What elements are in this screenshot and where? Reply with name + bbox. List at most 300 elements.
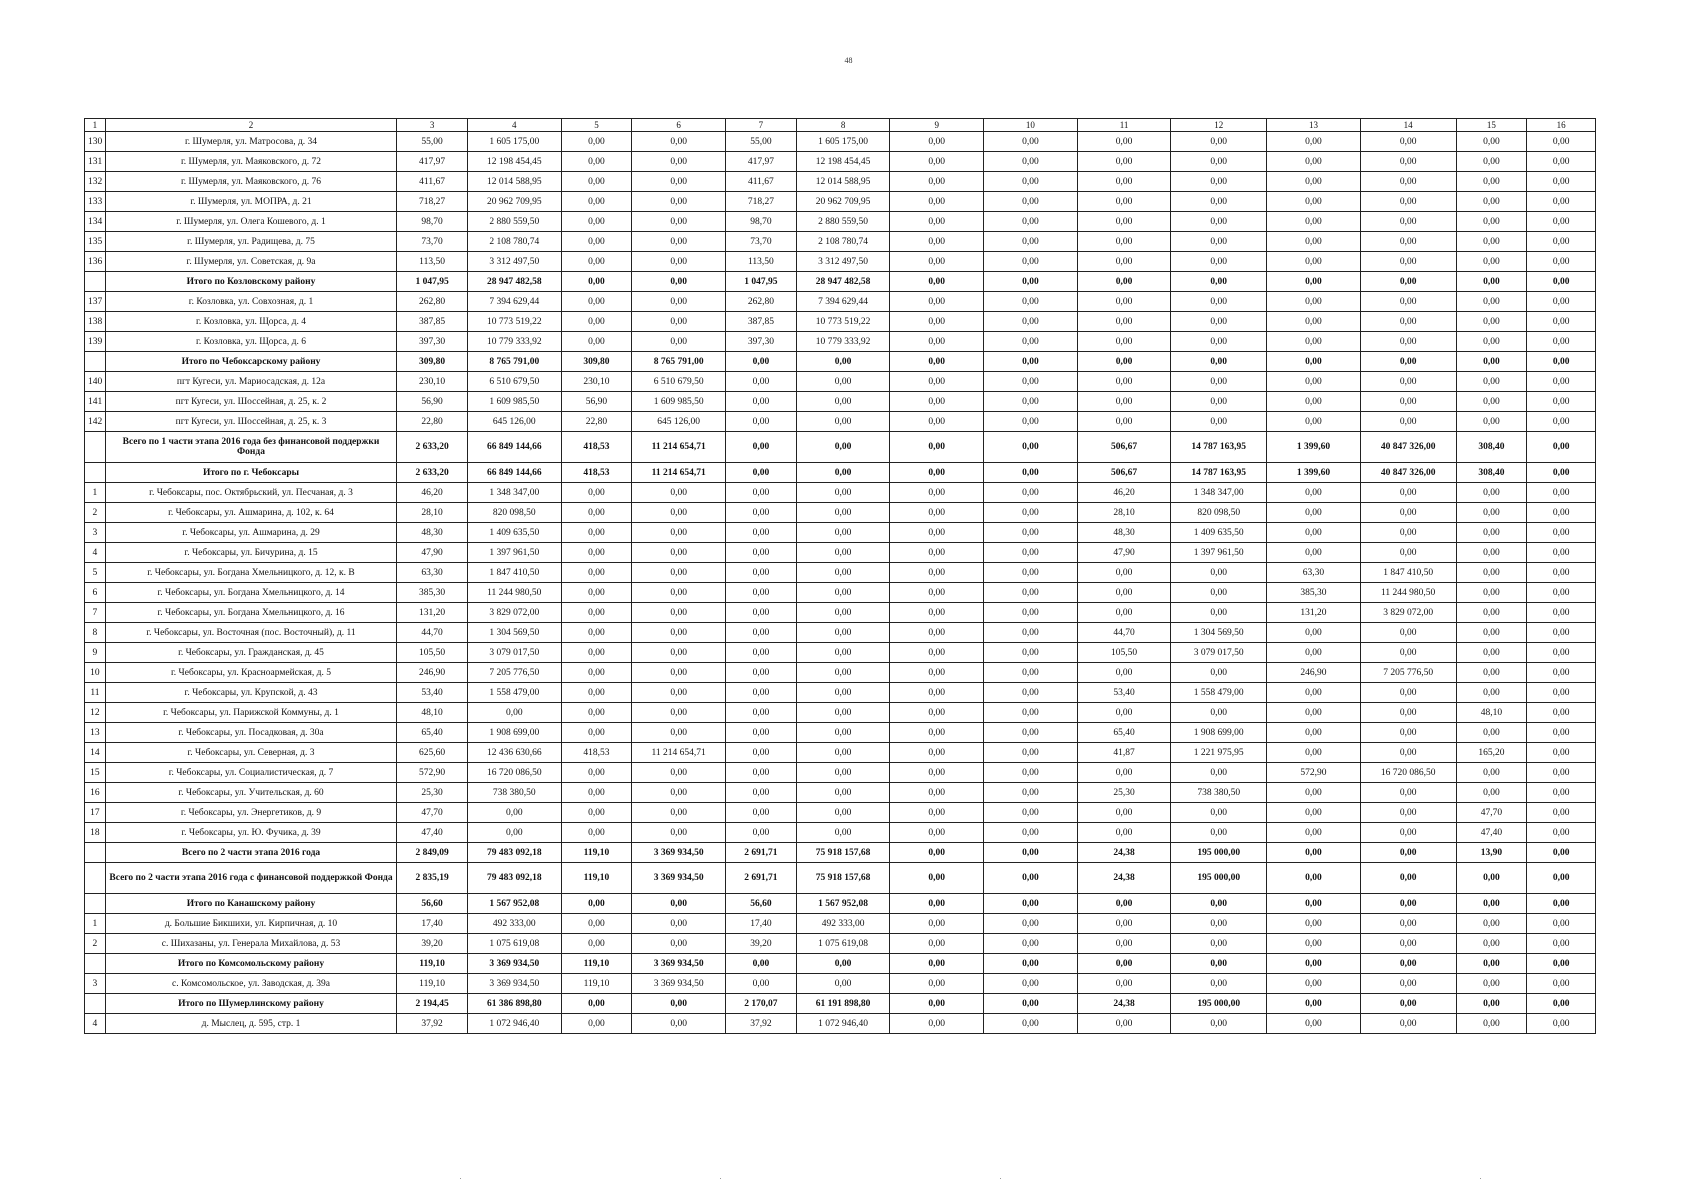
total-row xyxy=(85,863,1596,894)
value-cell: 0,00 xyxy=(1077,914,1171,934)
table-row xyxy=(85,503,1596,523)
value-cell: 0,00 xyxy=(1527,463,1596,483)
value-cell: 0,00 xyxy=(796,623,890,643)
value-cell: 0,00 xyxy=(1077,152,1171,172)
value-cell: 506,67 xyxy=(1077,463,1171,483)
value-cell: 0,00 xyxy=(632,132,726,152)
value-cell: 0,00 xyxy=(1267,523,1361,543)
row-number: 3 xyxy=(85,974,106,994)
row-number: 4 xyxy=(85,1014,106,1034)
value-cell: 53,40 xyxy=(397,683,468,703)
value-cell: 0,00 xyxy=(726,603,797,623)
value-cell: 0,00 xyxy=(561,563,632,583)
value-cell: 2 835,19 xyxy=(397,863,468,894)
value-cell: 0,00 xyxy=(726,643,797,663)
value-cell: 0,00 xyxy=(1527,232,1596,252)
table-row xyxy=(85,292,1596,312)
address-cell: г. Чебоксары, ул. Ашмарина, д. 102, к. 64 xyxy=(105,503,396,523)
value-cell: 0,00 xyxy=(1267,503,1361,523)
value-cell: 0,00 xyxy=(632,292,726,312)
value-cell: 0,00 xyxy=(1077,192,1171,212)
value-cell: 0,00 xyxy=(1171,192,1267,212)
value-cell: 0,00 xyxy=(561,332,632,352)
address-cell: Всего по 2 части этапа 2016 года xyxy=(105,843,396,863)
row-number: 14 xyxy=(85,743,106,763)
value-cell: 0,00 xyxy=(632,723,726,743)
value-cell: 0,00 xyxy=(561,583,632,603)
value-cell: 0,00 xyxy=(890,703,984,723)
value-cell: 0,00 xyxy=(1360,392,1456,412)
value-cell: 0,00 xyxy=(561,483,632,503)
value-cell: 0,00 xyxy=(796,703,890,723)
value-cell: 0,00 xyxy=(984,823,1078,843)
value-cell: 0,00 xyxy=(984,723,1078,743)
value-cell: 24,38 xyxy=(1077,843,1171,863)
row-number: 18 xyxy=(85,823,106,843)
row-number: 131 xyxy=(85,152,106,172)
value-cell: 0,00 xyxy=(984,603,1078,623)
table-row xyxy=(85,823,1596,843)
value-cell: 0,00 xyxy=(632,803,726,823)
value-cell: 0,00 xyxy=(890,743,984,763)
value-cell: 0,00 xyxy=(984,763,1078,783)
value-cell: 0,00 xyxy=(796,823,890,843)
column-header: 4 xyxy=(467,119,561,132)
value-cell: 0,00 xyxy=(1527,914,1596,934)
value-cell: 0,00 xyxy=(890,763,984,783)
value-cell: 0,00 xyxy=(726,823,797,843)
value-cell: 16 720 086,50 xyxy=(467,763,561,783)
value-cell: 1 397 961,50 xyxy=(1171,543,1267,563)
value-cell: 0,00 xyxy=(1527,172,1596,192)
value-cell: 3 369 934,50 xyxy=(632,974,726,994)
table-body xyxy=(85,132,1596,1034)
address-cell: г. Козловка, ул. Совхозная, д. 1 xyxy=(105,292,396,312)
value-cell: 0,00 xyxy=(890,803,984,823)
value-cell: 0,00 xyxy=(890,583,984,603)
value-cell: 0,00 xyxy=(796,974,890,994)
value-cell: 0,00 xyxy=(1456,523,1527,543)
value-cell: 0,00 xyxy=(890,372,984,392)
value-cell: 47,40 xyxy=(397,823,468,843)
value-cell: 0,00 xyxy=(984,503,1078,523)
value-cell: 1 558 479,00 xyxy=(1171,683,1267,703)
value-cell: 0,00 xyxy=(1077,252,1171,272)
value-cell: 12 014 588,95 xyxy=(796,172,890,192)
value-cell: 0,00 xyxy=(1456,763,1527,783)
value-cell: 0,00 xyxy=(1456,623,1527,643)
value-cell: 0,00 xyxy=(1456,603,1527,623)
value-cell: 0,00 xyxy=(1360,312,1456,332)
value-cell: 0,00 xyxy=(1527,683,1596,703)
value-cell: 0,00 xyxy=(984,894,1078,914)
value-cell: 0,00 xyxy=(1077,352,1171,372)
value-cell: 0,00 xyxy=(632,252,726,272)
value-cell: 0,00 xyxy=(1171,252,1267,272)
value-cell: 0,00 xyxy=(1267,954,1361,974)
value-cell: 0,00 xyxy=(467,823,561,843)
value-cell: 0,00 xyxy=(984,132,1078,152)
value-cell: 0,00 xyxy=(796,372,890,392)
value-cell: 0,00 xyxy=(1267,823,1361,843)
value-cell: 0,00 xyxy=(561,292,632,312)
value-cell: 0,00 xyxy=(796,743,890,763)
value-cell: 63,30 xyxy=(397,563,468,583)
value-cell: 0,00 xyxy=(796,412,890,432)
value-cell: 0,00 xyxy=(890,723,984,743)
value-cell: 0,00 xyxy=(890,663,984,683)
value-cell: 0,00 xyxy=(1360,232,1456,252)
value-cell: 0,00 xyxy=(1360,703,1456,723)
value-cell: 17,40 xyxy=(726,914,797,934)
value-cell: 28 947 482,58 xyxy=(467,272,561,292)
value-cell: 0,00 xyxy=(726,803,797,823)
table-row xyxy=(85,1014,1596,1034)
value-cell: 10 773 519,22 xyxy=(796,312,890,332)
value-cell: 0,00 xyxy=(984,232,1078,252)
value-cell: 0,00 xyxy=(726,763,797,783)
value-cell: 0,00 xyxy=(1456,954,1527,974)
value-cell: 0,00 xyxy=(561,192,632,212)
column-header: 13 xyxy=(1267,119,1361,132)
value-cell: 0,00 xyxy=(1456,312,1527,332)
value-cell: 3 369 934,50 xyxy=(632,863,726,894)
value-cell: 105,50 xyxy=(1077,643,1171,663)
row-number xyxy=(85,463,106,483)
row-number xyxy=(85,894,106,914)
table-row xyxy=(85,603,1596,623)
value-cell: 0,00 xyxy=(1360,372,1456,392)
value-cell: 0,00 xyxy=(1527,783,1596,803)
value-cell: 0,00 xyxy=(1360,863,1456,894)
value-cell: 0,00 xyxy=(1360,683,1456,703)
table-row xyxy=(85,372,1596,392)
value-cell: 61 386 898,80 xyxy=(467,994,561,1014)
value-cell: 56,60 xyxy=(726,894,797,914)
value-cell: 0,00 xyxy=(561,723,632,743)
value-cell: 0,00 xyxy=(1527,432,1596,463)
column-header: 12 xyxy=(1171,119,1267,132)
value-cell: 0,00 xyxy=(984,843,1078,863)
address-cell: г. Чебоксары, ул. Северная, д. 3 xyxy=(105,743,396,763)
value-cell: 3 369 934,50 xyxy=(467,954,561,974)
value-cell: 0,00 xyxy=(984,583,1078,603)
value-cell: 0,00 xyxy=(632,272,726,292)
row-number xyxy=(85,954,106,974)
row-number: 16 xyxy=(85,783,106,803)
value-cell: 0,00 xyxy=(1077,663,1171,683)
column-number-row xyxy=(85,119,1596,132)
value-cell: 0,00 xyxy=(561,1014,632,1034)
address-cell: д. Большие Бикшихи, ул. Кирпичная, д. 10 xyxy=(105,914,396,934)
value-cell: 1 399,60 xyxy=(1267,432,1361,463)
value-cell: 820 098,50 xyxy=(1171,503,1267,523)
value-cell: 0,00 xyxy=(632,503,726,523)
column-header: 9 xyxy=(890,119,984,132)
value-cell: 0,00 xyxy=(1267,132,1361,152)
value-cell: 7 394 629,44 xyxy=(796,292,890,312)
value-cell: 46,20 xyxy=(1077,483,1171,503)
value-cell: 0,00 xyxy=(1527,312,1596,332)
value-cell: 0,00 xyxy=(796,432,890,463)
value-cell: 0,00 xyxy=(1171,934,1267,954)
address-cell: г. Чебоксары, ул. Богдана Хмельницкого, д. 16 xyxy=(105,603,396,623)
scan-mark xyxy=(460,1178,461,1179)
value-cell: 0,00 xyxy=(1360,954,1456,974)
row-number: 1 xyxy=(85,483,106,503)
address-cell: с. Комсомольское, ул. Заводская, д. 39а xyxy=(105,974,396,994)
value-cell: 47,70 xyxy=(1456,803,1527,823)
table-row xyxy=(85,332,1596,352)
value-cell: 39,20 xyxy=(726,934,797,954)
value-cell: 0,00 xyxy=(1171,232,1267,252)
value-cell: 0,00 xyxy=(1360,412,1456,432)
value-cell: 262,80 xyxy=(726,292,797,312)
value-cell: 0,00 xyxy=(561,132,632,152)
column-header: 15 xyxy=(1456,119,1527,132)
value-cell: 0,00 xyxy=(1171,894,1267,914)
row-number: 11 xyxy=(85,683,106,703)
value-cell: 28,10 xyxy=(397,503,468,523)
value-cell: 492 333,00 xyxy=(467,914,561,934)
value-cell: 0,00 xyxy=(1267,232,1361,252)
value-cell: 0,00 xyxy=(890,894,984,914)
value-cell: 16 720 086,50 xyxy=(1360,763,1456,783)
value-cell: 1 348 347,00 xyxy=(1171,483,1267,503)
value-cell: 131,20 xyxy=(1267,603,1361,623)
value-cell: 0,00 xyxy=(726,954,797,974)
value-cell: 0,00 xyxy=(890,863,984,894)
value-cell: 66 849 144,66 xyxy=(467,432,561,463)
value-cell: 572,90 xyxy=(397,763,468,783)
row-number: 2 xyxy=(85,934,106,954)
value-cell: 0,00 xyxy=(1360,212,1456,232)
value-cell: 0,00 xyxy=(1527,252,1596,272)
value-cell: 56,90 xyxy=(561,392,632,412)
value-cell: 0,00 xyxy=(726,543,797,563)
value-cell: 0,00 xyxy=(561,212,632,232)
value-cell: 0,00 xyxy=(796,643,890,663)
value-cell: 0,00 xyxy=(796,663,890,683)
value-cell: 0,00 xyxy=(561,152,632,172)
value-cell: 0,00 xyxy=(984,372,1078,392)
address-cell: г. Чебоксары, ул. Посадковая, д. 30а xyxy=(105,723,396,743)
value-cell: 0,00 xyxy=(1456,152,1527,172)
value-cell: 0,00 xyxy=(1360,132,1456,152)
value-cell: 0,00 xyxy=(1527,803,1596,823)
value-cell: 0,00 xyxy=(984,212,1078,232)
value-cell: 1 072 946,40 xyxy=(467,1014,561,1034)
column-header: 10 xyxy=(984,119,1078,132)
address-cell: с. Шихазаны, ул. Генерала Михайлова, д. 53 xyxy=(105,934,396,954)
value-cell: 2 880 559,50 xyxy=(796,212,890,232)
value-cell: 0,00 xyxy=(984,643,1078,663)
value-cell: 0,00 xyxy=(632,894,726,914)
value-cell: 0,00 xyxy=(1267,272,1361,292)
value-cell: 0,00 xyxy=(1267,783,1361,803)
value-cell: 0,00 xyxy=(984,192,1078,212)
table-row xyxy=(85,212,1596,232)
value-cell: 0,00 xyxy=(984,483,1078,503)
value-cell: 0,00 xyxy=(1456,483,1527,503)
value-cell: 6 510 679,50 xyxy=(467,372,561,392)
value-cell: 0,00 xyxy=(632,192,726,212)
value-cell: 0,00 xyxy=(632,914,726,934)
table-row xyxy=(85,412,1596,432)
value-cell: 44,70 xyxy=(397,623,468,643)
value-cell: 0,00 xyxy=(1171,583,1267,603)
value-cell: 0,00 xyxy=(1077,1014,1171,1034)
value-cell: 119,10 xyxy=(561,954,632,974)
row-number xyxy=(85,272,106,292)
value-cell: 0,00 xyxy=(796,392,890,412)
value-cell: 0,00 xyxy=(561,783,632,803)
value-cell: 28 947 482,58 xyxy=(796,272,890,292)
value-cell: 262,80 xyxy=(397,292,468,312)
value-cell: 0,00 xyxy=(796,583,890,603)
value-cell: 246,90 xyxy=(397,663,468,683)
value-cell: 0,00 xyxy=(632,994,726,1014)
value-cell: 0,00 xyxy=(1360,994,1456,1014)
value-cell: 0,00 xyxy=(1267,192,1361,212)
value-cell: 0,00 xyxy=(632,703,726,723)
value-cell: 0,00 xyxy=(1456,172,1527,192)
value-cell: 0,00 xyxy=(726,503,797,523)
value-cell: 0,00 xyxy=(1527,583,1596,603)
value-cell: 0,00 xyxy=(1360,352,1456,372)
value-cell: 0,00 xyxy=(726,523,797,543)
value-cell: 2 880 559,50 xyxy=(467,212,561,232)
value-cell: 37,92 xyxy=(397,1014,468,1034)
value-cell: 1 348 347,00 xyxy=(467,483,561,503)
value-cell: 718,27 xyxy=(726,192,797,212)
value-cell: 0,00 xyxy=(1360,503,1456,523)
address-cell: г. Шумерля, ул. Маяковского, д. 76 xyxy=(105,172,396,192)
row-number xyxy=(85,843,106,863)
value-cell: 119,10 xyxy=(397,954,468,974)
value-cell: 119,10 xyxy=(561,974,632,994)
value-cell: 0,00 xyxy=(1527,954,1596,974)
value-cell: 0,00 xyxy=(1456,663,1527,683)
value-cell: 0,00 xyxy=(1267,934,1361,954)
value-cell: 1 908 699,00 xyxy=(467,723,561,743)
value-cell: 0,00 xyxy=(1456,503,1527,523)
table-row xyxy=(85,803,1596,823)
value-cell: 63,30 xyxy=(1267,563,1361,583)
value-cell: 0,00 xyxy=(1456,392,1527,412)
row-number: 10 xyxy=(85,663,106,683)
value-cell: 0,00 xyxy=(1527,763,1596,783)
value-cell: 195 000,00 xyxy=(1171,863,1267,894)
value-cell: 0,00 xyxy=(1527,974,1596,994)
value-cell: 0,00 xyxy=(1171,763,1267,783)
address-cell: пгт Кугеси, ул. Шоссейная, д. 25, к. 2 xyxy=(105,392,396,412)
value-cell: 0,00 xyxy=(726,463,797,483)
value-cell: 0,00 xyxy=(726,372,797,392)
value-cell: 0,00 xyxy=(1360,192,1456,212)
value-cell: 0,00 xyxy=(890,623,984,643)
row-number: 15 xyxy=(85,763,106,783)
value-cell: 0,00 xyxy=(984,312,1078,332)
value-cell: 0,00 xyxy=(1456,332,1527,352)
value-cell: 0,00 xyxy=(1267,994,1361,1014)
value-cell: 14 787 163,95 xyxy=(1171,463,1267,483)
table-row xyxy=(85,583,1596,603)
value-cell: 0,00 xyxy=(1456,272,1527,292)
value-cell: 0,00 xyxy=(726,563,797,583)
value-cell: 0,00 xyxy=(561,543,632,563)
value-cell: 0,00 xyxy=(1360,152,1456,172)
value-cell: 411,67 xyxy=(726,172,797,192)
value-cell: 0,00 xyxy=(1267,252,1361,272)
value-cell: 0,00 xyxy=(1360,272,1456,292)
value-cell: 0,00 xyxy=(1171,914,1267,934)
value-cell: 0,00 xyxy=(890,1014,984,1034)
value-cell: 625,60 xyxy=(397,743,468,763)
value-cell: 0,00 xyxy=(984,994,1078,1014)
value-cell: 0,00 xyxy=(1267,623,1361,643)
value-cell: 0,00 xyxy=(984,683,1078,703)
value-cell: 0,00 xyxy=(890,152,984,172)
value-cell: 0,00 xyxy=(984,432,1078,463)
value-cell: 0,00 xyxy=(890,543,984,563)
value-cell: 119,10 xyxy=(561,863,632,894)
value-cell: 0,00 xyxy=(1456,132,1527,152)
value-cell: 0,00 xyxy=(984,463,1078,483)
value-cell: 0,00 xyxy=(984,663,1078,683)
value-cell: 1 847 410,50 xyxy=(1360,563,1456,583)
value-cell: 113,50 xyxy=(726,252,797,272)
value-cell: 0,00 xyxy=(1171,563,1267,583)
value-cell: 0,00 xyxy=(1360,974,1456,994)
value-cell: 1 072 946,40 xyxy=(796,1014,890,1034)
value-cell: 12 198 454,45 xyxy=(796,152,890,172)
value-cell: 0,00 xyxy=(632,332,726,352)
value-cell: 0,00 xyxy=(890,934,984,954)
value-cell: 0,00 xyxy=(1360,894,1456,914)
value-cell: 0,00 xyxy=(1171,663,1267,683)
value-cell: 1 304 569,50 xyxy=(1171,623,1267,643)
table-row xyxy=(85,703,1596,723)
table-row xyxy=(85,172,1596,192)
value-cell: 24,38 xyxy=(1077,994,1171,1014)
value-cell: 0,00 xyxy=(1267,974,1361,994)
address-cell: г. Шумерля, ул. Матросова, д. 34 xyxy=(105,132,396,152)
value-cell: 105,50 xyxy=(397,643,468,663)
total-row xyxy=(85,894,1596,914)
total-row xyxy=(85,994,1596,1014)
value-cell: 0,00 xyxy=(1456,1014,1527,1034)
value-cell: 195 000,00 xyxy=(1171,994,1267,1014)
value-cell: 718,27 xyxy=(397,192,468,212)
row-number: 142 xyxy=(85,412,106,432)
value-cell: 1 605 175,00 xyxy=(796,132,890,152)
value-cell: 0,00 xyxy=(1171,392,1267,412)
value-cell: 0,00 xyxy=(1527,292,1596,312)
row-number: 133 xyxy=(85,192,106,212)
value-cell: 0,00 xyxy=(1267,352,1361,372)
table-row xyxy=(85,643,1596,663)
address-cell: г. Шумерля, ул. Радищева, д. 75 xyxy=(105,232,396,252)
value-cell: 0,00 xyxy=(1267,212,1361,232)
table-row xyxy=(85,974,1596,994)
address-cell: Итого по Канашскому району xyxy=(105,894,396,914)
value-cell: 1 567 952,08 xyxy=(796,894,890,914)
value-cell: 3 829 072,00 xyxy=(1360,603,1456,623)
value-cell: 0,00 xyxy=(1360,823,1456,843)
value-cell: 0,00 xyxy=(1456,974,1527,994)
address-cell: Итого по Комсомольскому району xyxy=(105,954,396,974)
